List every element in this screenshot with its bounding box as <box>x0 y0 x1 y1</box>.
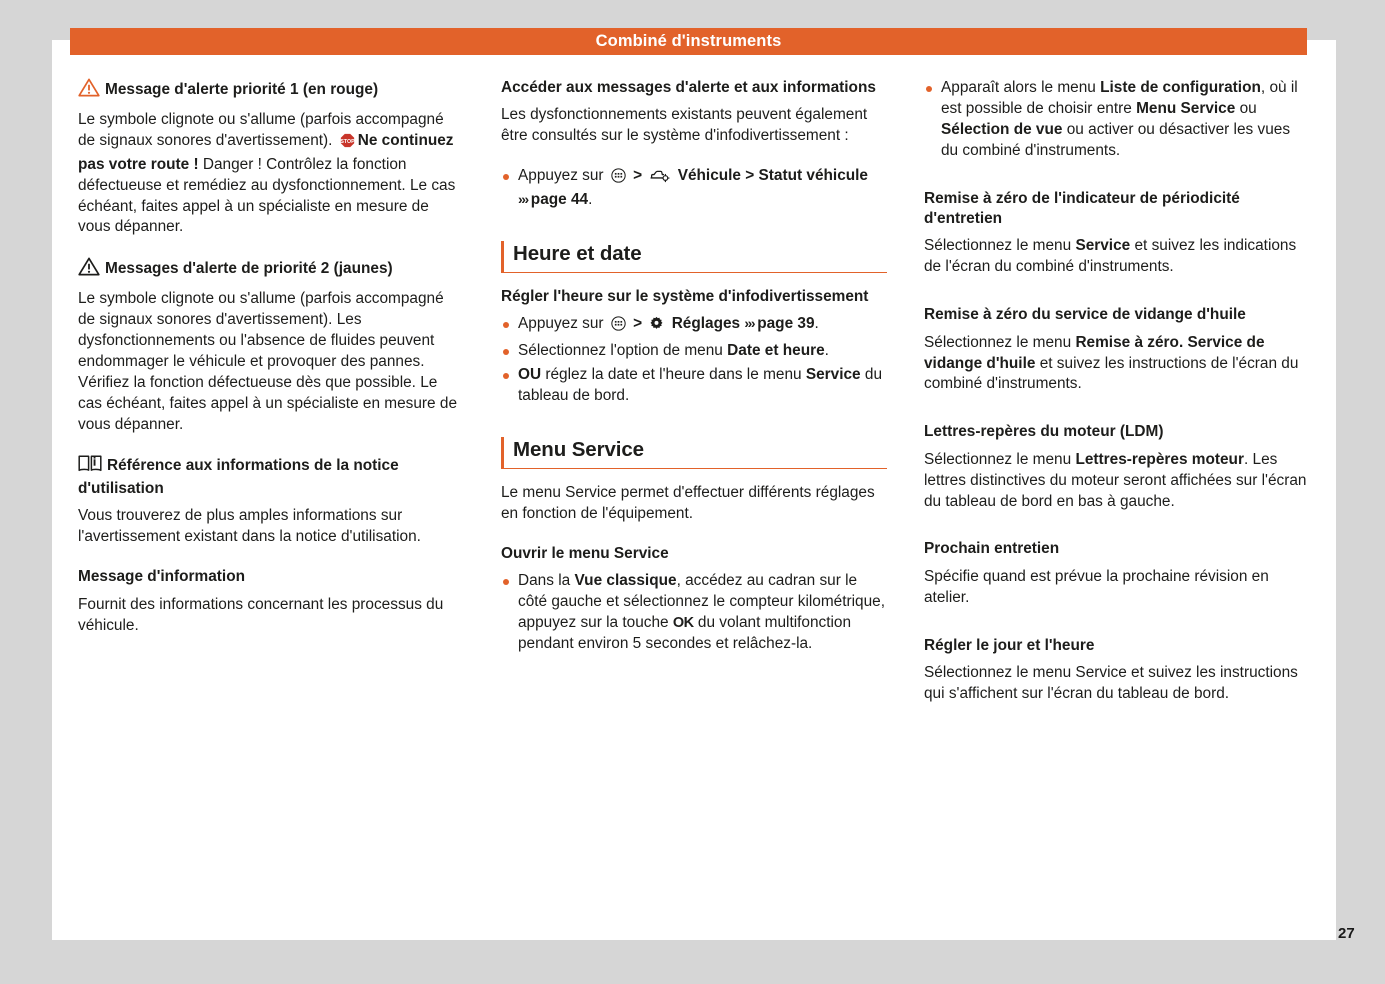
bullet-list-configuration <box>924 78 1310 162</box>
bullet-prefix: Appuyez sur <box>518 167 604 185</box>
column-1 <box>78 78 464 655</box>
page-number: 27 <box>1338 925 1355 942</box>
bullet-text-mid: , accédez au cadran sur le côté gauche et sélectionnez le compteur kilométrique, appuyez sur la touche <box>518 572 886 631</box>
bullet-bold-path: Réglages <box>671 315 741 333</box>
bullet-text-pre: Dans la <box>518 572 575 590</box>
paragraph-manual-reference: Vous trouverez de plus amples informations sur l'avertissement existant dans la notice d'utilisation. <box>78 507 421 546</box>
list-item <box>501 341 887 362</box>
warning-triangle-icon <box>78 257 100 282</box>
paragraph-priority1-part2: Danger ! Contrôlez la fonction défectueuse et remédiez au dysfonctionnement. Le cas échéant, faites appel à un spécialiste en mesure de vous dépanner. <box>78 155 456 236</box>
bullet-bold-menu: Date et heure <box>727 342 825 360</box>
paragraph-priority1 <box>78 110 464 238</box>
bullet-text-pre: Apparaît alors le menu <box>941 79 1101 96</box>
bullet-list-heure-et-date <box>501 314 887 407</box>
callout-heading-priority2 <box>78 257 464 282</box>
bullet-bold-ou: OU <box>518 366 542 384</box>
cross-reference <box>518 191 588 208</box>
bullet-list-ouvrir-menu-service <box>501 571 887 655</box>
cross-reference-page: page 44 <box>530 191 589 209</box>
apps-grid-icon <box>611 168 626 190</box>
bullet-bold-selection-de-vue: Sélection de vue <box>941 120 1063 138</box>
apps-grid-icon <box>611 316 626 338</box>
section-title-heure-et-date: Heure et date <box>501 241 887 273</box>
bullet-bold-vue-classique: Vue classique <box>574 572 677 590</box>
bullet-bold-service: Service <box>805 366 861 384</box>
paragraph-priority1-part1: Le symbole clignote ou s'allume (parfois accompagné de signaux sonores d'avertissement). <box>78 111 444 149</box>
subheading-information-message: Message d'information <box>78 568 245 586</box>
bullet-separator: > <box>633 167 643 185</box>
section-title-menu-service: Menu Service <box>501 437 887 469</box>
bullet-separator: > <box>633 315 643 333</box>
paragraph-priority2: Le symbole clignote ou s'allume (parfois accompagné de signaux sonores d'avertissement). Les dysfonctionnements ou l'absence de fluides peuvent endommager le véhicule et provoquer des pannes. Vérifiez la fonction défectueuse dès que possible. Le cas échéant, faites appel à un spécialiste en mesure de vous dépanner. <box>78 290 458 433</box>
running-header <box>70 28 1307 55</box>
subheading-remise-zero-vidange: Remise à zéro du service de vidange d'huile <box>924 306 1246 324</box>
body-columns <box>78 78 1310 868</box>
paragraph-text-post: et suivez les indications de l'écran du combiné d'instruments. <box>924 237 1297 276</box>
cross-reference-arrows: ››› <box>744 315 755 332</box>
cross-reference-arrows: ››› <box>518 191 528 208</box>
bullet-text-post: du volant multifonction pendant environ 5 secondes et relâchez-la. <box>518 613 852 652</box>
bullet-prefix: Appuyez sur <box>518 315 604 333</box>
paragraph-regler-jour-heure: Sélectionnez le menu Service et suivez les instructions qui s'affichent sur l'écran du tableau de bord. <box>924 664 1298 703</box>
subheading-regler-heure: Régler l'heure sur le système d'infodivertissement <box>501 287 869 305</box>
paragraph-text-post: . Les lettres distinctives du moteur seront affichées sur l'écran du tableau de bord en bas à gauche. <box>924 450 1307 510</box>
paragraph-text-post: et suivez les instructions de l'écran du combiné d'instruments. <box>924 354 1299 393</box>
paragraph-remise-zero-vidange <box>924 333 1310 396</box>
list-item <box>924 78 1310 162</box>
bullet-text-pre: Sélectionnez l'option de menu <box>518 342 728 360</box>
callout-heading-manual-reference <box>78 454 464 499</box>
paragraph-priority1-bold: Ne continuez pas votre route ! <box>78 131 454 173</box>
bullet-list-access-messages <box>501 166 887 211</box>
subheading-regler-jour-heure: Régler le jour et l'heure <box>924 636 1095 654</box>
bullet-text-post: du tableau de bord. <box>518 366 883 405</box>
paragraph-menu-service-intro: Le menu Service permet d'effectuer différents réglages en fonction de l'équipement. <box>501 483 875 522</box>
paragraph-bold-remise-zero: Remise à zéro. Service de vidange d'huile <box>924 333 1265 372</box>
bullet-text-mid2: ou <box>1235 99 1257 117</box>
bullet-text-post: . <box>824 342 829 360</box>
paragraph-remise-zero-periodicite <box>924 236 1310 278</box>
subheading-lettres-reperes-moteur: Lettres-repères du moteur (LDM) <box>924 423 1164 441</box>
running-header-title: Combiné d'instruments <box>595 32 782 50</box>
paragraph-information-message: Fournit des informations concernant les processus du véhicule. <box>78 595 444 634</box>
list-item <box>501 571 887 655</box>
callout-heading-priority2-label: Messages d'alerte de priorité 2 (jaunes) <box>105 260 393 278</box>
gear-icon <box>649 316 664 338</box>
subheading-ouvrir-menu-service: Ouvrir le menu Service <box>501 544 669 562</box>
list-item <box>501 314 887 338</box>
bullet-text-post: ou activer ou désactiver les vues du combiné d'instruments. <box>941 120 1291 159</box>
paragraph-bold-service: Service <box>1075 237 1131 255</box>
paragraph-text-pre: Sélectionnez le menu <box>924 237 1076 255</box>
bullet-bold-path: Véhicule > Statut véhicule <box>677 167 868 185</box>
callout-heading-manual-reference-label: Référence aux informations de la notice d'utilisation <box>78 457 399 498</box>
vehicle-settings-icon <box>649 168 670 190</box>
stop-sign-icon <box>340 133 355 155</box>
manual-book-icon <box>78 454 102 479</box>
paragraph-lettres-reperes-moteur <box>924 450 1310 513</box>
bullet-bold-menu-service: Menu Service <box>1136 99 1236 117</box>
paragraph-text-pre: Sélectionnez le menu <box>924 450 1076 468</box>
svg-text:STOP: STOP <box>340 138 355 145</box>
bullet-suffix: . <box>814 315 819 333</box>
subheading-remise-zero-periodicite: Remise à zéro de l'indicateur de périodicité d'entretien <box>924 189 1240 227</box>
subheading-prochain-entretien: Prochain entretien <box>924 540 1060 558</box>
list-item <box>501 166 887 211</box>
warning-triangle-icon <box>78 78 100 103</box>
paragraph-prochain-entretien: Spécifie quand est prévue la prochaine révision en atelier. <box>924 567 1269 606</box>
paragraph-bold-lettres-reperes: Lettres-repères moteur <box>1075 450 1244 468</box>
paragraph-text-pre: Sélectionnez le menu <box>924 333 1076 351</box>
cross-reference-page: page 39 <box>757 315 815 333</box>
list-item <box>501 365 887 407</box>
column-2 <box>501 78 887 658</box>
callout-heading-priority1 <box>78 78 464 103</box>
column-3 <box>924 78 1310 724</box>
cross-reference <box>744 315 814 332</box>
bullet-bold-liste-configuration: Liste de configuration <box>1100 79 1261 96</box>
ok-key-glyph: OK <box>672 614 694 631</box>
bullet-suffix: . <box>588 191 593 209</box>
paragraph-access-messages: Les dysfonctionnements existants peuvent également être consultés sur le système d'infodivertissement : <box>501 106 868 145</box>
bullet-text-mid: réglez la date et l'heure dans le menu <box>541 366 806 384</box>
bullet-text-mid1: , où il est possible de choisir entre <box>941 79 1298 117</box>
callout-heading-priority1-label: Message d'alerte priorité 1 (en rouge) <box>105 81 379 98</box>
subheading-access-messages: Accéder aux messages d'alerte et aux informations <box>501 79 876 96</box>
